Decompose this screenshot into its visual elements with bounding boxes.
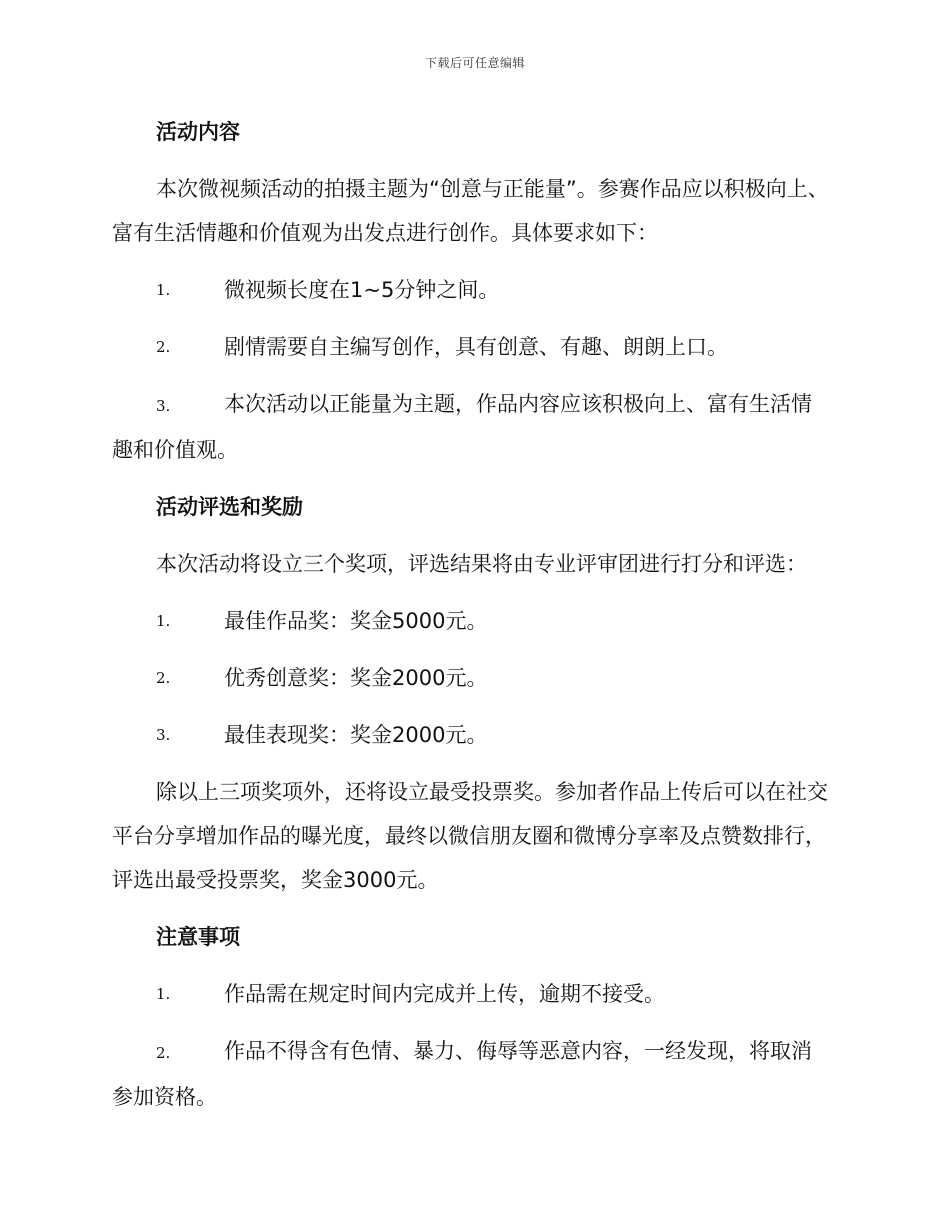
list-item	[112, 713, 832, 757]
section-heading-notes: 注意事项	[156, 925, 240, 949]
section-intro-paragraph: 本次微视频活动的拍摄主题为“创意与正能量”。参赛作品应以积极向上、富有生活情趣和价值观为出发点进行创作。具体要求如下：	[112, 177, 829, 245]
document-body	[112, 110, 832, 1132]
list-item-number: 2.	[156, 669, 171, 687]
list-item	[112, 972, 832, 1016]
list-item-text: 作品不得含有色情、暴力、侮辱等恶意内容，一经发现，将取消参加资格。	[112, 1039, 812, 1109]
list-item	[112, 656, 832, 700]
list-item-number: 3.	[156, 726, 171, 744]
list-item-number: 3.	[156, 397, 171, 415]
list-item	[112, 382, 832, 472]
list-item	[112, 1029, 832, 1119]
list-item-number: 2.	[156, 338, 171, 356]
list-item-number: 1.	[156, 281, 171, 299]
list-item-text: 作品需在规定时间内完成并上传，逾期不接受。	[224, 982, 665, 1006]
list-item-number: 2.	[156, 1044, 171, 1062]
section-heading-activity-content: 活动内容	[156, 120, 240, 144]
section-intro-paragraph: 本次活动将设立三个奖项，评选结果将由专业评审团进行打分和评选：	[156, 552, 807, 576]
list-item	[112, 325, 832, 369]
list-item-text: 微视频长度在1~5分钟之间。	[224, 278, 500, 302]
list-item-number: 1.	[156, 612, 171, 630]
list-item-text: 本次活动以正能量为主题，作品内容应该积极向上、富有生活情趣和价值观。	[112, 392, 812, 462]
list-item-number: 1.	[156, 985, 171, 1003]
list-item-text: 最佳作品奖：奖金5000元。	[224, 609, 488, 633]
list-item-text: 最佳表现奖：奖金2000元。	[224, 723, 488, 747]
header-note: 下载后可任意编辑	[424, 56, 525, 70]
list-item-text: 优秀创意奖：奖金2000元。	[224, 666, 488, 690]
list-item	[112, 268, 832, 312]
section-heading-judging-awards: 活动评选和奖励	[156, 495, 303, 519]
list-item-text: 剧情需要自主编写创作，具有创意、有趣、朗朗上口。	[224, 335, 728, 359]
section-outro-paragraph: 除以上三项奖项外，还将设立最受投票奖。参加者作品上传后可以在社交平台分享增加作品的曝光度，最终以微信朋友圈和微博分享率及点赞数排行，评选出最受投票奖，奖金3000元。	[112, 780, 828, 892]
list-item	[112, 599, 832, 643]
